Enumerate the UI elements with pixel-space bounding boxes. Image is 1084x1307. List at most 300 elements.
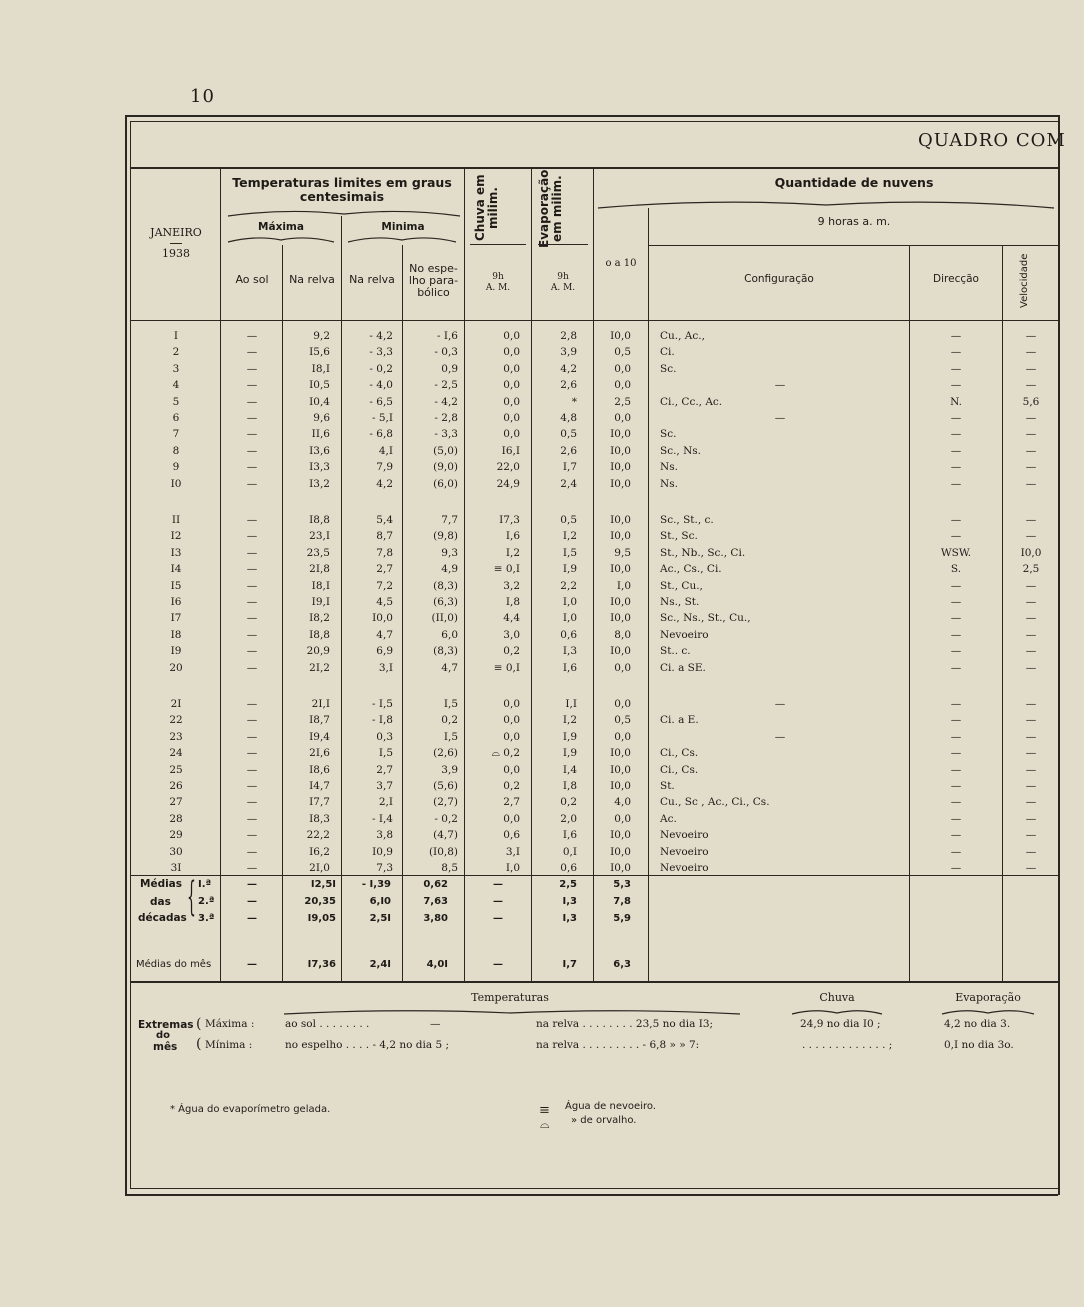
row-12-conf: St., Sc. xyxy=(660,530,698,543)
row-11-d: II xyxy=(171,514,181,526)
ext-min-chuva: . . . . . . . . . . . . . ; xyxy=(802,1039,893,1051)
row-16-min: 4,5 xyxy=(376,596,393,608)
row-3-conf: Sc. xyxy=(660,362,677,375)
row-16-conf: Ns., St. xyxy=(660,596,700,608)
row-1-vel: — xyxy=(1025,330,1037,342)
row-24-relva: 2I,6 xyxy=(309,747,330,760)
row-25-relva: I8,6 xyxy=(309,763,330,776)
row-2-vel: — xyxy=(1025,346,1037,359)
row-29-relva: 22,2 xyxy=(306,829,330,842)
row-30-vel: — xyxy=(1025,845,1037,858)
row-4-chuva: 0,0 xyxy=(503,379,520,392)
row-22-relva: I8,7 xyxy=(309,714,330,727)
row-6-esp: - 2,8 xyxy=(434,412,458,424)
row-15-conf: St., Cu., xyxy=(660,579,703,592)
mes-relva: I7,36 xyxy=(307,959,336,970)
medias-row-3-relva: I9,05 xyxy=(307,913,336,924)
medias-row-2-nuv: 7,8 xyxy=(613,896,631,907)
row-6-vel: — xyxy=(1025,412,1037,424)
row-29-evap: I,6 xyxy=(562,829,577,842)
row-24-vel: — xyxy=(1025,747,1037,760)
row-2-dir: — xyxy=(950,346,962,359)
header-9h-evap: 9h A. M. xyxy=(550,272,576,293)
row-5-sol: — xyxy=(246,395,258,408)
row-10-min: 4,2 xyxy=(376,477,393,490)
medias-brace: { xyxy=(187,874,196,920)
row-18-nuv: 8,0 xyxy=(614,628,631,641)
row-7-sol: — xyxy=(246,428,258,441)
row-9-vel: — xyxy=(1025,461,1037,474)
medias-label-1: Médias xyxy=(140,878,183,890)
row-5-dir: N. xyxy=(950,395,962,408)
row-23-sol: — xyxy=(246,730,258,743)
medias-row-2-relva: 20,35 xyxy=(304,896,336,907)
row-19-min: 6,9 xyxy=(376,645,393,658)
row-26-chuva: 0,2 xyxy=(503,780,520,792)
mes-chuva: — xyxy=(493,959,503,970)
row-16-sol: — xyxy=(246,596,258,608)
row-28-chuva: 0,0 xyxy=(503,812,520,825)
row-25-evap: I,4 xyxy=(562,763,577,776)
row-5-nuv: 2,5 xyxy=(614,395,631,408)
row-3-sol: — xyxy=(246,362,258,375)
row-9-d: 9 xyxy=(172,461,180,474)
row-5-esp: - 4,2 xyxy=(434,395,458,408)
row-21-evap: I,I xyxy=(565,698,577,710)
medias-row-2-chuva: — xyxy=(493,896,503,907)
row-6-sol: — xyxy=(246,412,258,424)
row-20-conf: Ci. a SE. xyxy=(660,661,706,674)
row-8-min: 4,I xyxy=(378,444,393,457)
row-30-conf: Nevoeiro xyxy=(660,845,709,858)
row-13-esp: 9,3 xyxy=(441,546,458,559)
row-31-conf: Nevoeiro xyxy=(660,862,709,874)
row-28-d: 28 xyxy=(169,812,183,825)
row-14-relva: 2I,8 xyxy=(309,563,330,576)
row-30-min: I0,9 xyxy=(372,845,393,858)
row-22-conf: Ci. a E. xyxy=(660,714,699,727)
row-21-min: - I,5 xyxy=(371,698,393,710)
ext-max-sol: ao sol . . . . . . . . xyxy=(285,1018,370,1030)
ext-minima-label: Mínima : xyxy=(205,1039,253,1051)
row-9-esp: (9,0) xyxy=(433,461,458,474)
row-20-dir: — xyxy=(950,661,962,674)
row-19-conf: St.. c. xyxy=(660,645,691,658)
row-6-evap: 4,8 xyxy=(560,412,577,424)
row-3-min: - 0,2 xyxy=(369,362,393,375)
orvalho-symbol: ⌓ xyxy=(540,1117,550,1131)
row-28-nuv: 0,0 xyxy=(614,812,631,825)
row-14-min: 2,7 xyxy=(376,563,393,576)
medias-label-3: décadas xyxy=(138,912,187,924)
row-14-evap: I,9 xyxy=(562,563,577,576)
row-17-d: I7 xyxy=(170,612,182,625)
row-30-esp: (I0,8) xyxy=(428,845,458,858)
row-17-dir: — xyxy=(950,612,962,625)
row-27-d: 27 xyxy=(169,796,183,809)
row-17-chuva: 4,4 xyxy=(503,612,520,625)
row-10-vel: — xyxy=(1025,477,1037,490)
row-14-conf: Ac., Cs., Ci. xyxy=(660,563,722,576)
row-15-evap: 2,2 xyxy=(560,579,577,592)
row-21-conf: — xyxy=(774,698,786,710)
row-5-min: - 6,5 xyxy=(369,395,393,408)
header-evap: Evaporação em milim. xyxy=(537,169,564,249)
row-22-vel: — xyxy=(1025,714,1037,727)
row-3-chuva: 0,0 xyxy=(503,362,520,375)
row-11-conf: Sc., St., c. xyxy=(660,514,714,526)
row-13-conf: St., Nb., Sc., Ci. xyxy=(660,546,746,559)
row-7-dir: — xyxy=(950,428,962,441)
row-17-evap: I,0 xyxy=(562,612,577,625)
row-17-relva: I8,2 xyxy=(309,612,330,625)
row-15-min: 7,2 xyxy=(376,579,393,592)
row-22-esp: 0,2 xyxy=(441,714,458,727)
nevoeiro-symbol: ≡ xyxy=(539,1103,550,1118)
row-19-evap: I,3 xyxy=(562,645,577,658)
row-27-relva: I7,7 xyxy=(309,796,330,809)
page-number: 10 xyxy=(190,86,215,107)
row-10-dir: — xyxy=(950,477,962,490)
row-7-d: 7 xyxy=(172,428,180,441)
row-22-min: - I,8 xyxy=(371,714,393,727)
mes-evap: I,7 xyxy=(562,959,577,970)
row-26-dir: — xyxy=(950,780,962,792)
mes-label: Médias do mês xyxy=(136,959,212,970)
row-11-dir: — xyxy=(950,514,962,526)
row-21-nuv: 0,0 xyxy=(614,698,631,710)
header-minima: Minima xyxy=(381,221,425,233)
row-18-vel: — xyxy=(1025,628,1037,641)
row-30-relva: I6,2 xyxy=(309,845,330,858)
header-9h-chuva: 9h A. M. xyxy=(485,272,511,293)
row-31-sol: — xyxy=(246,862,258,874)
row-10-esp: (6,0) xyxy=(433,477,458,490)
row-23-min: 0,3 xyxy=(376,730,393,743)
medias-label-2: das xyxy=(150,896,171,908)
row-10-nuv: I0,0 xyxy=(610,477,631,490)
row-25-d: 25 xyxy=(169,763,183,776)
row-19-chuva: 0,2 xyxy=(503,645,520,658)
brace-minima xyxy=(346,232,458,244)
row-7-relva: II,6 xyxy=(311,428,330,441)
row-6-relva: 9,6 xyxy=(313,412,330,424)
row-13-min: 7,8 xyxy=(376,546,393,559)
row-20-relva: 2I,2 xyxy=(309,661,330,674)
row-25-vel: — xyxy=(1025,763,1037,776)
row-4-evap: 2,6 xyxy=(560,379,577,392)
row-18-d: I8 xyxy=(170,628,182,641)
row-12-vel: — xyxy=(1025,530,1037,543)
row-18-dir: — xyxy=(950,628,962,641)
row-12-evap: I,2 xyxy=(562,530,577,543)
row-25-sol: — xyxy=(246,763,258,776)
medias-row-3-evap: I,3 xyxy=(562,913,577,924)
row-1-chuva: 0,0 xyxy=(503,330,520,342)
row-9-sol: — xyxy=(246,461,258,474)
ext-chuva-heading: Chuva xyxy=(819,991,855,1004)
row-9-conf: Ns. xyxy=(660,461,678,474)
row-9-nuv: I0,0 xyxy=(610,461,631,474)
ext-min-evap: 0,I no dia 3o. xyxy=(944,1039,1014,1051)
medias-row-3-nuv: 5,9 xyxy=(613,913,631,924)
row-4-d: 4 xyxy=(172,379,180,392)
row-5-relva: I0,4 xyxy=(309,395,330,408)
medias-row-1-sol: — xyxy=(247,879,257,890)
row-19-relva: 20,9 xyxy=(306,645,330,658)
row-18-esp: 6,0 xyxy=(441,628,458,641)
row-12-nuv: I0,0 xyxy=(610,530,631,543)
row-12-dir: — xyxy=(950,530,962,543)
brace-maxima xyxy=(226,232,336,244)
row-19-dir: — xyxy=(950,645,962,658)
row-6-d: 6 xyxy=(172,412,180,424)
row-18-min: 4,7 xyxy=(376,628,393,641)
row-29-vel: — xyxy=(1025,829,1037,842)
row-24-dir: — xyxy=(950,747,962,760)
row-12-min: 8,7 xyxy=(376,530,393,543)
row-26-vel: — xyxy=(1025,780,1037,792)
row-27-sol: — xyxy=(246,796,258,809)
row-26-nuv: I0,0 xyxy=(610,780,631,792)
row-19-vel: — xyxy=(1025,645,1037,658)
row-22-d: 22 xyxy=(169,714,183,727)
row-14-dir: S. xyxy=(950,563,962,576)
medias-row-3-esp: 3,80 xyxy=(423,913,448,924)
row-10-sol: — xyxy=(246,477,258,490)
footnote-nevoeiro: Água de nevoeiro. xyxy=(565,1101,656,1112)
row-28-conf: Ac. xyxy=(660,812,677,825)
row-31-chuva: I,0 xyxy=(505,862,520,874)
row-7-chuva: 0,0 xyxy=(503,428,520,441)
row-6-dir: — xyxy=(950,412,962,424)
row-21-sol: — xyxy=(246,698,258,710)
row-1-esp: - I,6 xyxy=(436,330,458,342)
row-25-nuv: I0,0 xyxy=(610,763,631,776)
row-17-esp: (II,0) xyxy=(431,612,458,625)
row-15-nuv: I,0 xyxy=(616,579,631,592)
row-29-esp: (4,7) xyxy=(433,829,458,842)
footnote-orvalho: » de orvalho. xyxy=(571,1115,637,1126)
row-20-esp: 4,7 xyxy=(441,661,458,674)
row-21-d: 2I xyxy=(170,698,182,710)
header-o-a-10: o a 10 xyxy=(605,258,637,269)
row-5-chuva: 0,0 xyxy=(503,395,520,408)
row-1-min: - 4,2 xyxy=(369,330,393,342)
row-26-d: 26 xyxy=(169,780,183,792)
medias-row-1-dec: I.ª xyxy=(198,879,212,890)
row-7-evap: 0,5 xyxy=(560,428,577,441)
row-24-d: 24 xyxy=(169,747,183,760)
header-na-relva-max: Na relva xyxy=(289,273,335,286)
row-9-relva: I3,3 xyxy=(309,461,330,474)
ext-min-relva: na relva . . . . . . . . . - 6,8 » » 7: xyxy=(536,1039,700,1051)
row-6-nuv: 0,0 xyxy=(614,412,631,424)
row-1-d: I xyxy=(173,330,179,342)
row-11-vel: — xyxy=(1025,514,1037,526)
row-3-nuv: 0,0 xyxy=(614,362,631,375)
row-3-dir: — xyxy=(950,362,962,375)
header-direccao: Direcção xyxy=(933,273,979,285)
brace-evaporacao xyxy=(940,1004,1036,1016)
row-28-esp: - 0,2 xyxy=(434,812,458,825)
row-20-evap: I,6 xyxy=(562,661,577,674)
row-12-relva: 23,I xyxy=(309,530,330,543)
row-8-sol: — xyxy=(246,444,258,457)
row-23-evap: I,9 xyxy=(562,730,577,743)
ext-label-1: Extremas xyxy=(138,1019,194,1031)
row-14-chuva: ≡ 0,I xyxy=(493,563,520,576)
row-19-sol: — xyxy=(246,645,258,658)
row-8-relva: I3,6 xyxy=(309,444,330,457)
row-14-nuv: I0,0 xyxy=(610,563,631,576)
row-18-evap: 0,6 xyxy=(560,628,577,641)
row-19-d: I9 xyxy=(170,645,182,658)
row-23-nuv: 0,0 xyxy=(614,730,631,743)
row-11-min: 5,4 xyxy=(376,514,393,526)
ext-max-evap: 4,2 no dia 3. xyxy=(944,1018,1011,1030)
row-2-conf: Ci. xyxy=(660,346,675,359)
row-27-conf: Cu., Sc , Ac., Ci., Cs. xyxy=(660,796,770,809)
row-6-min: - 5,I xyxy=(371,412,393,424)
header-ao-sol: Ao sol xyxy=(235,273,269,286)
row-31-dir: — xyxy=(950,862,962,874)
header-na-relva-min: Na relva xyxy=(349,273,395,286)
header-maxima: Máxima xyxy=(258,221,304,233)
row-8-evap: 2,6 xyxy=(560,444,577,457)
row-16-nuv: I0,0 xyxy=(610,596,631,608)
row-22-dir: — xyxy=(950,714,962,727)
row-3-vel: — xyxy=(1025,362,1037,375)
row-20-min: 3,I xyxy=(378,661,393,674)
row-10-chuva: 24,9 xyxy=(496,477,520,490)
row-10-conf: Ns. xyxy=(660,477,678,490)
header-year: 1938 xyxy=(162,247,190,260)
medias-row-2-evap: I,3 xyxy=(562,896,577,907)
row-20-chuva: ≡ 0,I xyxy=(493,661,520,674)
row-17-vel: — xyxy=(1025,612,1037,625)
row-7-esp: - 3,3 xyxy=(434,428,458,441)
medias-row-1-nuv: 5,3 xyxy=(613,879,631,890)
row-11-sol: — xyxy=(246,514,258,526)
row-7-min: - 6,8 xyxy=(369,428,393,441)
row-2-evap: 3,9 xyxy=(560,346,577,359)
ext-brace-top: ( xyxy=(196,1016,202,1032)
row-14-sol: — xyxy=(246,563,258,576)
row-3-evap: 4,2 xyxy=(560,362,577,375)
row-3-d: 3 xyxy=(172,362,180,375)
row-11-evap: 0,5 xyxy=(560,514,577,526)
row-6-conf: — xyxy=(774,412,786,424)
row-24-chuva: ⌓ 0,2 xyxy=(491,747,520,760)
row-13-vel: I0,0 xyxy=(1020,546,1042,559)
row-29-dir: — xyxy=(950,829,962,842)
medias-row-1-min: - I,39 xyxy=(361,879,391,890)
row-10-d: I0 xyxy=(170,477,182,490)
row-31-vel: — xyxy=(1025,862,1037,874)
row-28-vel: — xyxy=(1025,812,1037,825)
row-28-evap: 2,0 xyxy=(560,812,577,825)
row-24-nuv: I0,0 xyxy=(610,747,631,760)
row-15-relva: I8,I xyxy=(311,579,330,592)
row-5-evap: * xyxy=(571,395,577,408)
header-9-horas: 9 horas a. m. xyxy=(817,215,891,228)
row-23-vel: — xyxy=(1025,730,1037,743)
ext-evap-heading: Evaporação xyxy=(955,991,1021,1004)
row-23-esp: I,5 xyxy=(443,730,458,743)
row-26-conf: St. xyxy=(660,780,675,792)
row-13-evap: I,5 xyxy=(562,546,577,559)
row-26-sol: — xyxy=(246,780,258,792)
medias-row-1-evap: 2,5 xyxy=(559,879,577,890)
ext-label-2: do xyxy=(156,1030,171,1041)
row-27-min: 2,I xyxy=(378,796,393,809)
row-25-chuva: 0,0 xyxy=(503,763,520,776)
row-24-evap: I,9 xyxy=(562,747,577,760)
row-11-nuv: I0,0 xyxy=(610,514,631,526)
row-27-vel: — xyxy=(1025,796,1037,809)
row-27-chuva: 2,7 xyxy=(503,796,520,809)
row-16-d: I6 xyxy=(170,596,182,608)
row-24-conf: Ci., Cs. xyxy=(660,747,699,760)
row-9-chuva: 22,0 xyxy=(496,461,520,474)
row-23-conf: — xyxy=(774,730,786,743)
row-1-relva: 9,2 xyxy=(313,330,330,342)
row-26-relva: I4,7 xyxy=(309,780,330,792)
row-8-d: 8 xyxy=(172,444,180,457)
row-31-d: 3I xyxy=(170,862,182,874)
row-24-sol: — xyxy=(246,747,258,760)
row-2-relva: I5,6 xyxy=(309,346,330,359)
row-18-relva: I8,8 xyxy=(309,628,330,641)
row-28-sol: — xyxy=(246,812,258,825)
row-16-relva: I9,I xyxy=(311,596,330,608)
row-2-sol: — xyxy=(246,346,258,359)
row-31-relva: 2I,0 xyxy=(309,862,330,874)
row-22-evap: I,2 xyxy=(562,714,577,727)
row-27-nuv: 4,0 xyxy=(614,796,631,809)
header-espelho: No espe- lho para- bólico xyxy=(408,262,459,299)
row-5-d: 5 xyxy=(172,395,180,408)
row-8-dir: — xyxy=(950,444,962,457)
row-18-sol: — xyxy=(246,628,258,641)
medias-row-2-dec: 2.ª xyxy=(198,896,215,907)
row-3-esp: 0,9 xyxy=(441,362,458,375)
medias-row-2-sol: — xyxy=(247,896,257,907)
ext-max-sol-value: — xyxy=(430,1018,441,1030)
row-19-nuv: I0,0 xyxy=(610,645,631,658)
row-20-nuv: 0,0 xyxy=(614,661,631,674)
medias-row-1-relva: I2,5I xyxy=(310,879,336,890)
row-1-nuv: I0,0 xyxy=(610,330,631,342)
row-2-chuva: 0,0 xyxy=(503,346,520,359)
footnote-gelada: * Água do evaporímetro gelada. xyxy=(170,1104,331,1115)
row-4-conf: — xyxy=(774,379,786,392)
row-8-nuv: I0,0 xyxy=(610,444,631,457)
row-24-min: I,5 xyxy=(378,747,393,760)
row-14-esp: 4,9 xyxy=(441,563,458,576)
row-29-chuva: 0,6 xyxy=(503,829,520,842)
medias-row-3-chuva: — xyxy=(493,913,503,924)
row-31-esp: 8,5 xyxy=(441,862,458,874)
row-29-d: 29 xyxy=(169,829,183,842)
row-22-sol: — xyxy=(246,714,258,727)
row-30-evap: 0,I xyxy=(562,845,577,858)
row-15-d: I5 xyxy=(170,579,182,592)
row-3-relva: I8,I xyxy=(311,362,330,375)
row-25-esp: 3,9 xyxy=(441,763,458,776)
row-1-dir: — xyxy=(950,330,962,342)
